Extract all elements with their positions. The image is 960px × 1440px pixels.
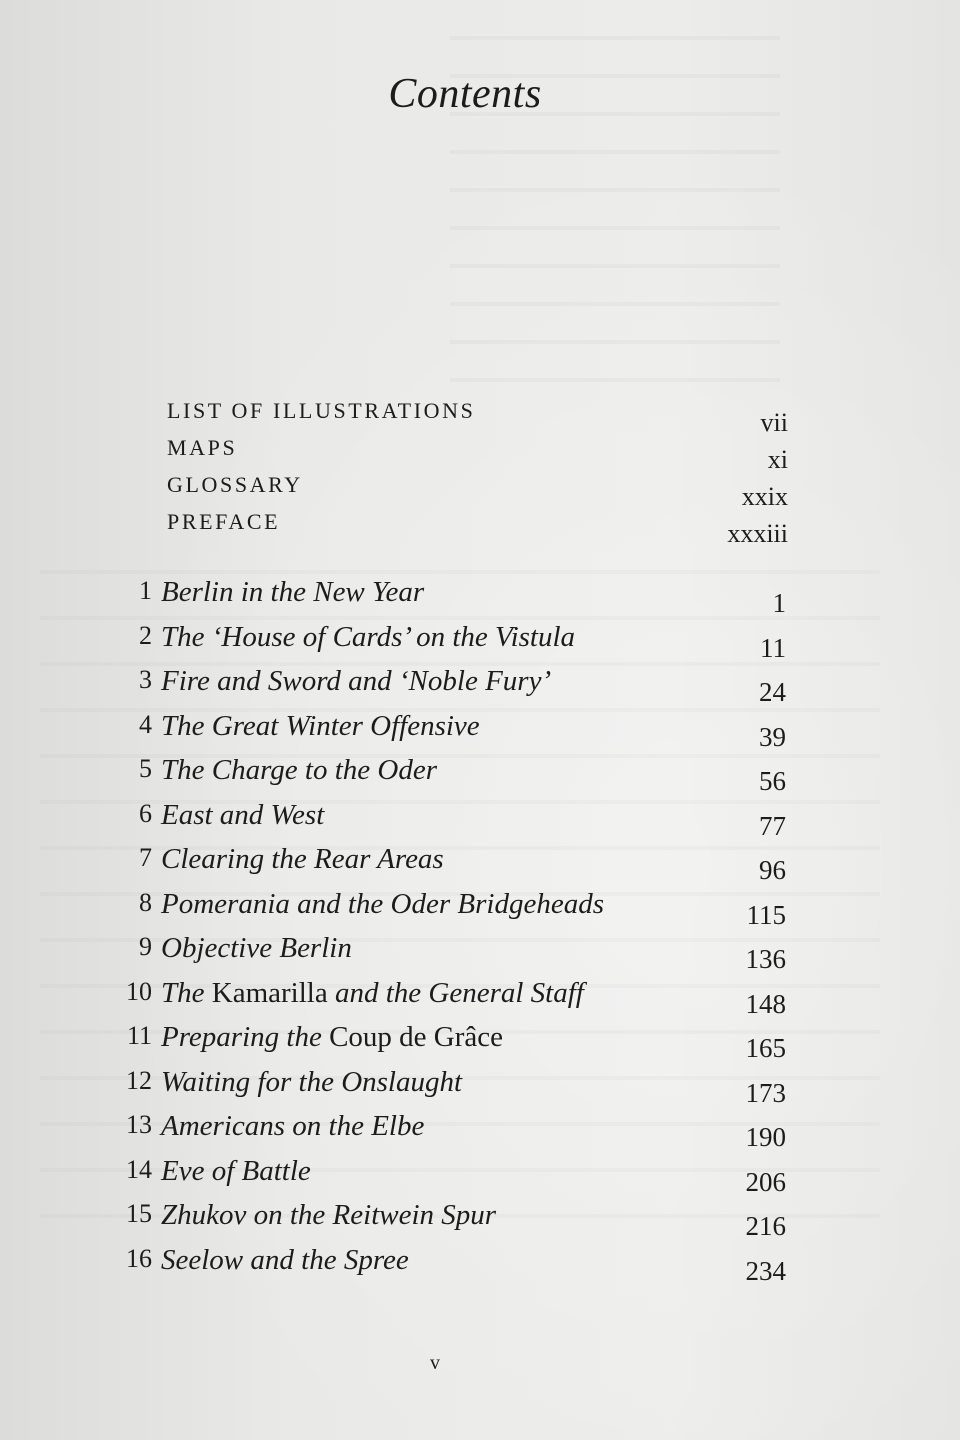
chapter-item <box>95 888 792 933</box>
chapter-title: Pomerania and the Oder Bridgeheads <box>161 887 604 920</box>
chapter-item <box>95 576 792 621</box>
chapter-number: 13 <box>126 1110 152 1139</box>
chapter-number: 11 <box>126 1021 152 1050</box>
chapter-item <box>95 977 792 1022</box>
chapter-title: Eve of Battle <box>161 1154 311 1187</box>
front-matter-item <box>167 435 792 472</box>
chapter-title: Seelow and the Spree <box>161 1243 409 1276</box>
chapter-title-roman-part: Kamarilla <box>211 976 328 1009</box>
chapter-item <box>95 665 792 710</box>
chapter-number: 2 <box>139 620 152 650</box>
chapter-title <box>161 1021 503 1054</box>
chapter-list <box>95 576 792 1288</box>
front-matter-label: LIST OF ILLUSTRATIONS <box>167 398 476 423</box>
chapter-number: 10 <box>126 976 152 1006</box>
chapter-number: 3 <box>139 665 152 694</box>
chapter-page: 136 <box>745 944 786 974</box>
front-matter-label: PREFACE <box>167 509 281 534</box>
front-matter-item <box>167 509 792 546</box>
front-matter-page: vii <box>760 408 788 437</box>
chapter-page: 234 <box>745 1255 786 1286</box>
chapter-number: 14 <box>126 1154 152 1184</box>
chapter-title-part: Preparing the <box>161 1021 330 1053</box>
page-title: Contents <box>388 71 542 117</box>
chapter-page: 1 <box>772 588 786 618</box>
chapter-item <box>95 1110 792 1155</box>
chapter-page: 206 <box>745 1166 786 1197</box>
chapter-title: The Great Winter Offensive <box>161 709 480 742</box>
chapter-page: 96 <box>759 855 786 885</box>
chapter-page: 190 <box>745 1122 786 1152</box>
chapter-number: 7 <box>139 843 152 872</box>
chapter-item <box>95 1244 792 1289</box>
chapter-title: The ‘House of Cards’ on the Vistula <box>161 620 576 653</box>
chapter-title: Waiting for the Onslaught <box>161 1065 463 1098</box>
chapter-title: Berlin in the New Year <box>161 576 425 608</box>
chapter-title: Clearing the Rear Areas <box>161 843 444 875</box>
chapter-title: Americans on the Elbe <box>161 1110 425 1142</box>
chapter-item <box>95 1199 792 1244</box>
chapter-item <box>95 621 792 666</box>
chapter-title: East and West <box>161 798 325 831</box>
chapter-number: 12 <box>126 1065 152 1095</box>
front-matter-page: xxxiii <box>727 519 788 548</box>
front-matter-list <box>167 398 792 546</box>
chapter-item <box>95 1021 792 1066</box>
chapter-page: 11 <box>760 632 786 663</box>
front-matter-page: xxix <box>741 482 788 511</box>
chapter-page: 216 <box>745 1211 786 1241</box>
chapter-item <box>95 843 792 888</box>
chapter-page: 56 <box>759 766 786 796</box>
chapter-title: The Charge to the Oder <box>161 754 438 786</box>
front-matter-label: MAPS <box>167 435 238 460</box>
front-matter-item <box>167 398 792 435</box>
chapter-title: Objective Berlin <box>161 932 352 964</box>
chapter-number: 5 <box>139 754 152 783</box>
chapter-item <box>95 1155 792 1200</box>
chapter-number: 16 <box>126 1243 152 1273</box>
chapter-page: 165 <box>745 1033 786 1063</box>
chapter-number: 6 <box>139 798 152 828</box>
chapter-number: 15 <box>126 1199 152 1228</box>
chapter-title <box>161 977 584 1010</box>
chapter-page: 115 <box>746 899 786 930</box>
chapter-page: 39 <box>759 721 786 752</box>
front-matter-label: GLOSSARY <box>167 472 303 497</box>
chapter-item <box>95 932 792 977</box>
chapter-title-roman-part: Coup de Grâce <box>329 1021 504 1053</box>
chapter-number: 8 <box>139 887 152 917</box>
chapter-item <box>95 1066 792 1111</box>
chapter-page: 24 <box>759 677 786 707</box>
chapter-title-part: and the General Staff <box>327 976 584 1009</box>
show-through-texture <box>450 10 780 390</box>
chapter-item <box>95 799 792 844</box>
chapter-title: Zhukov on the Reitwein Spur <box>161 1199 497 1231</box>
front-matter-page: xi <box>767 445 788 474</box>
chapter-page: 77 <box>759 810 786 841</box>
front-matter-item <box>167 472 792 509</box>
page-number: v <box>430 1352 440 1374</box>
chapter-title: Fire and Sword and ‘Noble Fury’ <box>161 665 552 697</box>
chapter-number: 9 <box>139 932 152 961</box>
chapter-number: 4 <box>139 709 152 739</box>
chapter-title-part: The <box>161 976 212 1009</box>
chapter-number: 1 <box>139 576 152 605</box>
chapter-page: 148 <box>745 988 786 1019</box>
chapter-item <box>95 710 792 755</box>
chapter-item <box>95 754 792 799</box>
chapter-page: 173 <box>745 1077 786 1108</box>
